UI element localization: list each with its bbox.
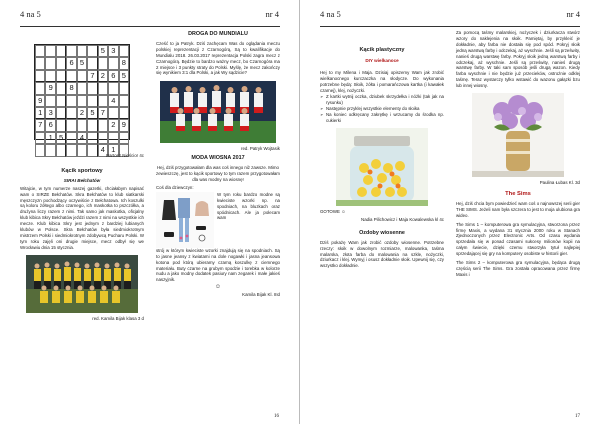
- sudoku-cell: 6: [45, 119, 55, 131]
- mundial-title: DROGA DO MUNDIALU: [188, 31, 248, 37]
- sudoku-cell: [45, 45, 55, 57]
- plastics-step: ➢ Z kartki wytnij oczka, dziubek skrzydełka i nóżki (tak jak na rysunku): [320, 94, 444, 106]
- plastics-intro: Hej to my Milena i Maja. Dzisiaj opiszemy Wam jak zrobić wielkanocnego kurczaczka na słodycze. Do wykonania potrzebne będą: Słoik, żółta i pomarańczowa kartka (i kawałek czarnej), klej, nożyczki.: [320, 69, 444, 93]
- sudoku-cell: [119, 82, 129, 94]
- plastics-subtitle: DIY wielkanoce: [365, 57, 399, 63]
- sudoku-cell: [66, 95, 76, 107]
- left-header-number: nr 4: [265, 9, 279, 19]
- outfit-illustration: [156, 192, 214, 248]
- fashion-intro-2: Coś dla dziewczyn:: [156, 184, 194, 190]
- sudoku-cell: 2: [108, 119, 118, 131]
- sudoku-cell: [98, 82, 108, 94]
- sudoku-cell: 9: [119, 119, 129, 131]
- sudoku-cell: [66, 119, 76, 131]
- sudoku-cell: 3: [45, 107, 55, 119]
- sudoku-cell: [98, 119, 108, 131]
- chick-jar-illustration: [336, 128, 428, 206]
- sudoku-cell: 5: [56, 132, 66, 144]
- sudoku-cell: [66, 144, 76, 156]
- sudoku-cell: 2: [98, 70, 108, 82]
- sudoku-cell: 1: [108, 144, 118, 156]
- mundial-text: Cześć to ja Patryk. Dziś zachęcam Was do oglądania meczu polskiej reprezentacji z Czarnogórą, Są to kwalifikacje do Mundialu 2018. 26.03.2017 reprezentacja Polski zagra mecz z Czarnogórą. Będzie to bardzo ważny mecz, bo Czarnogóra ma 2 miejsce i 3 punkty straty do Polski. Myślę, że mecz zakończy się wynikiem 3:1 dla Polski, a jak Wy sądzicie?: [156, 40, 280, 76]
- right-page-number: 17: [575, 414, 580, 419]
- sudoku-cell: [108, 107, 118, 119]
- sudoku-cell: [45, 57, 55, 69]
- sudoku-cell: [87, 95, 97, 107]
- sudoku-cell: 5: [98, 45, 108, 57]
- sudoku-cell: [87, 82, 97, 94]
- sudoku-cell: [45, 70, 55, 82]
- paint-text: Za pomocą taśmy malarskiej, nożyczek i dziurkacza stwórz wzory do naklejenia na słoik. Pamiętaj, by przykleić je dokładnie, aby farba nie dostała się pod spód. Pokryj słoik jedną warstwą farby i odczekaj, aż wyschnie. Jeśli są prześwity, nanieś drugą warstwę farby. Pokryj słoik jedną warstwą farby i odczekaj, aż wyschnie. Jeśli są prześwity, nanieś drugą warstwę farby. W taki sam sposób jeśli drugą wazon. Kiedy farba wyschnie i nie będzie już przecieków, ostrożnie odklej taśmę. Teraz wystarczy tylko wstawić do wazonu gałązki bzu lub innej wiosny.: [456, 30, 580, 89]
- sudoku-cell: [77, 144, 87, 156]
- sudoku-cell: [87, 132, 97, 144]
- sudoku-grid: [34, 44, 130, 155]
- sudoku-cell: [87, 144, 97, 156]
- sudoku-cell: [87, 57, 97, 69]
- lilac-vase-illustration: [472, 93, 564, 177]
- plastics-title: Kącik plastyczny: [359, 47, 405, 53]
- left-page-number: 16: [274, 414, 279, 419]
- left-column-1: [20, 30, 144, 324]
- fashion-intro: Hej, dziś przygotowałam dla was coś innego niż zawsze. Mimo zewieszczę, jest to kącik sportowy to tym razem przygotowałam dla was modny na wiosnę!: [156, 165, 280, 182]
- lilac-vase-photo: [472, 93, 564, 177]
- plastics-step: ➢ Następnie przyklej wszystkie elementy do słoika: [320, 106, 444, 112]
- sudoku-cell: 7: [87, 70, 97, 82]
- fashion-outfit-image: [156, 192, 214, 248]
- plastics-steps: [320, 94, 444, 124]
- sudoku-cell: [77, 95, 87, 107]
- sudoku-cell: [35, 82, 45, 94]
- sudoku-cell: [119, 132, 129, 144]
- sudoku-cell: 4: [108, 95, 118, 107]
- sudoku-cell: [98, 132, 108, 144]
- sudoku-cell: 7: [35, 119, 45, 131]
- sport-text: Witajcie, w tym numerze naszej gazetki, chciałabym napisać wam o SIRZE Bełchatów. Skra Bełchatów to klub siatkarski męszczyzn pochodzący oczywiście z Bełchatowa. Ich koszulki są koloru żółtego albo czarnego, ich maskotka to pszczółka, a drużyna liczy razem z nimi. Tak samo jak maskotka, oficjalny klub kibica Skry Bełchatów jeździ razem z nimi na wszystkie ich mecze. Klub kibica Skry jest jednym z bardziej lubianych klubów w Polsce. Skra Bełchatów była siedmiokrotnym mistrzem Polski i siedmiokrotnym zdobywcą Pucharu Polski. W tym roku zajęli oni drugie miejsce, mecz odbył się we Wrocławiu dnia 15 stycznia.: [20, 185, 144, 250]
- sims-paragraph-1: The Sims 1 – komputerowa gra symulacyjna, stworzona przez firmę Maxis, a wydana 31 stycznia 2000 roku w Stanach Zjednoczonych przez Electronic Arts. Od czasu wydania sprzedała się w ponad czasami sukcesy milionów kopii na całym świecie, dzięki czemu stworzyła tytuł najlepiej sprzedającej się gry na komputery osobiste w historii gier.: [456, 221, 580, 257]
- plastics-step: ➢ Na koniec odkręcany zakrętkę i wrzucamy do środka np. cukierki: [320, 112, 444, 124]
- right-column-1: [320, 30, 444, 270]
- sudoku-cell: [56, 82, 66, 94]
- sudoku-cell: [77, 82, 87, 94]
- sudoku-cell: 8: [66, 82, 76, 94]
- sudoku-cell: [35, 45, 45, 57]
- right-column-2: [456, 30, 580, 279]
- sudoku-cell: [56, 70, 66, 82]
- sudoku-cell: [77, 119, 87, 131]
- sudoku-cell: [87, 119, 97, 131]
- sport-caption: red. Kamila Bijak klasa 3 d: [92, 315, 144, 321]
- sudoku-cell: [35, 132, 45, 144]
- sims-paragraph-2: The Sims 2 – komputerowa gra symulacyjna, będąca drugą częścią serii The Sims. Gra została opracowana przez firmę Maxis i: [456, 260, 580, 277]
- left-header-title: 4 na 5: [20, 9, 41, 19]
- sudoku-cell: [56, 107, 66, 119]
- sudoku-cell: [108, 132, 118, 144]
- sudoku-cell: [66, 132, 76, 144]
- football-team-illustration: [160, 81, 276, 143]
- sudoku-cell: 1: [45, 132, 55, 144]
- mundial-caption: red. Patryk Wojtasik: [241, 146, 280, 152]
- sudoku-cell: 6: [108, 70, 118, 82]
- plastics-done: GOTOWE ☺: [320, 208, 346, 214]
- sudoku-cell: 6: [66, 57, 76, 69]
- fashion-block: [156, 192, 280, 248]
- sudoku-caption: Bartosz Nieścior 4c: [106, 153, 144, 158]
- sudoku-cell: [35, 57, 45, 69]
- sudoku-cell: [56, 45, 66, 57]
- right-header-rule: [320, 26, 580, 27]
- sudoku-cell: 5: [87, 107, 97, 119]
- sudoku-cell: [66, 45, 76, 57]
- sudoku-cell: 5: [77, 57, 87, 69]
- sudoku-cell: 4: [98, 144, 108, 156]
- sims-intro: Hej, dziś chcia bym powiedzieć wam coś o najnowszej serii gier THE SIMS. Jeżeli nam była szczera to jest to moja ulubiona gra wideo.: [456, 200, 580, 218]
- sudoku-cell: [45, 95, 55, 107]
- sudoku-cell: [98, 57, 108, 69]
- sudoku-cell: [119, 95, 129, 107]
- plastics-caption: Nadia Pilichowicz i Maja Kowalewska kl 4c: [361, 216, 444, 222]
- fashion-title: MODA WIOSNA 2017: [191, 155, 245, 162]
- sudoku-cell: [77, 70, 87, 82]
- fashion-side-text: W tym roku bardzo modne są kwieciste wzorki np. na spodniach, na bluzkach oraz spódnicach. Ale ja polecam wam: [217, 191, 280, 221]
- sudoku-cell: [66, 107, 76, 119]
- volleyball-team-photo: [26, 255, 138, 313]
- sudoku-cell: 2: [77, 107, 87, 119]
- sudoku-cell: [56, 95, 66, 107]
- sudoku-cell: [35, 144, 45, 156]
- sudoku-cell: [77, 45, 87, 57]
- sudoku-cell: [108, 57, 118, 69]
- sudoku-cell: 1: [35, 107, 45, 119]
- sims-title: The Sims: [505, 190, 531, 197]
- left-column-2: [156, 30, 280, 300]
- sudoku-cell: 4: [77, 132, 87, 144]
- sudoku-cell: [119, 45, 129, 57]
- sport-title: Kącik sportowy: [61, 167, 103, 174]
- fashion-caption: Kamila Bijak Kl. IIId: [242, 292, 280, 298]
- sudoku-cell: [56, 119, 66, 131]
- sudoku-cell: 9: [45, 82, 55, 94]
- right-page: [300, 0, 600, 424]
- sudoku-cell: [87, 45, 97, 57]
- paint-caption: Paulina Łubas Kl. 3d: [539, 180, 580, 186]
- right-header-number: nr 4: [566, 9, 580, 19]
- left-header-rule: [20, 26, 280, 27]
- sudoku-cell: [119, 107, 129, 119]
- sport-subtitle: SIRAI Bełchatów: [63, 177, 101, 183]
- sudoku-cell: 9: [35, 95, 45, 107]
- sudoku-cell: [98, 95, 108, 107]
- sudoku-cell: 8: [119, 57, 129, 69]
- volleyball-team-illustration: [26, 255, 138, 313]
- sudoku-cell: [66, 70, 76, 82]
- sudoku-cell: [45, 144, 55, 156]
- chick-jar-photo: [336, 128, 428, 206]
- sudoku-cell: [108, 82, 118, 94]
- sudoku-cell: 5: [119, 70, 129, 82]
- eggs-text: Dziś pokażę Wam jak zrobić ozdoby wiosenne. Potrzebne rzeczy: słoik w dowolnym rozmiarze, malowanka, taśma malarska, złota farba do malowania na szkle, nożyczki, dziurkacz i klej. Wymyj i osusz dokładnie słoik. Upewnij się, czy wszystko dokładnie.: [320, 239, 444, 269]
- right-header-title: 4 na 5: [320, 9, 341, 19]
- eggs-title: Ozdoby wiosenne: [359, 229, 405, 236]
- fashion-smile: ☺: [214, 284, 222, 291]
- sudoku-cell: [56, 144, 66, 156]
- football-team-photo: [160, 81, 276, 143]
- sudoku-cell: 3: [108, 45, 118, 57]
- sudoku-cell: 7: [98, 107, 108, 119]
- sudoku-cell: [56, 57, 66, 69]
- sudoku-cell: [35, 70, 45, 82]
- fashion-bottom-text: strój w którym kwieciste wzorki znajdują się na spodniach. Są to jasne jeansy z kwiatami na dole nogawki i jasna jeansowa kotona pod którą ubieramy czarną koszulkę z ciemnego materiału. Buty czarne na grubym spodzie i torebka w kolorze nudu a jako modny dodatek pasiury nam zegarek i małe jakieś naszyjnik.: [156, 247, 280, 283]
